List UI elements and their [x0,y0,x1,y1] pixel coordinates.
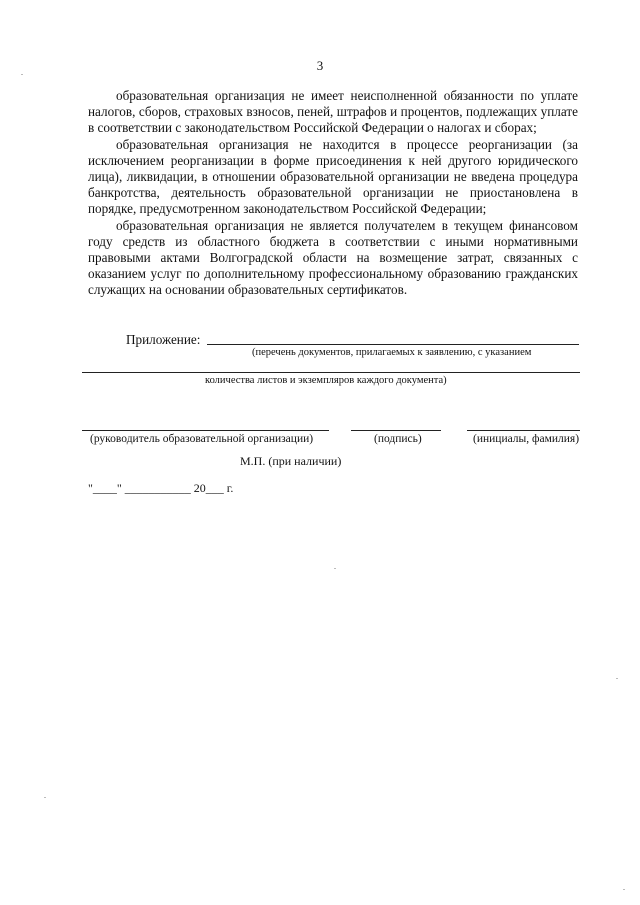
scan-speck [21,74,23,75]
scan-speck [334,568,336,569]
attachment-line-1 [207,344,579,345]
attachment-label: Приложение: [126,332,201,347]
stamp-placeholder: М.П. (при наличии) [240,454,342,468]
condition-paragraph: образовательная организация не находится в процессе реорганизации (за исключением реорганизации в форме присоединения к ней другого юридического лица), ликвидации, в отношении образовательной организации не введена процедура банкротства, деятельность образовательной организации не приостановлена в порядке, предусмотренном законодательством Российской Федерации; [88,136,578,217]
attachment-caption-1: (перечень документов, прилагаемых к заявлению, с указанием [252,347,532,358]
scan-speck [616,678,618,679]
condition-paragraph: образовательная организация не является получателем в текущем финансовом году средств из областного бюджета в соответствии с иными нормативными правовыми актами Волгоградской области на возмещение затрат, связанных с оказанием услуг по дополнительному профессиональному образованию гражданских служащих на основании образовательных сертификатов. [88,217,578,298]
document-body [88,88,578,299]
head-caption: (руководитель образовательной организации) [90,433,314,445]
attachment-line-2 [82,372,580,373]
attachment-caption-2: количества листов и экземпляров каждого документа) [205,375,447,386]
date-line: "____" ___________ 20___ г. [88,481,234,495]
page-number: 3 [316,58,324,73]
scan-speck [623,889,625,890]
name-line [467,430,580,431]
condition-paragraph: образовательная организация не имеет неисполненной обязанности по уплате налогов, сборов, страховых взносов, пеней, штрафов и процентов, подлежащих уплате в соответствии с законодательством Российской Федерации о налогах и сборах; [88,88,578,136]
signature-line [351,430,441,431]
name-caption: (инициалы, фамилия) [473,433,580,445]
head-signature-line [82,430,329,431]
scan-speck [44,797,46,798]
signature-caption: (подпись) [374,433,422,445]
